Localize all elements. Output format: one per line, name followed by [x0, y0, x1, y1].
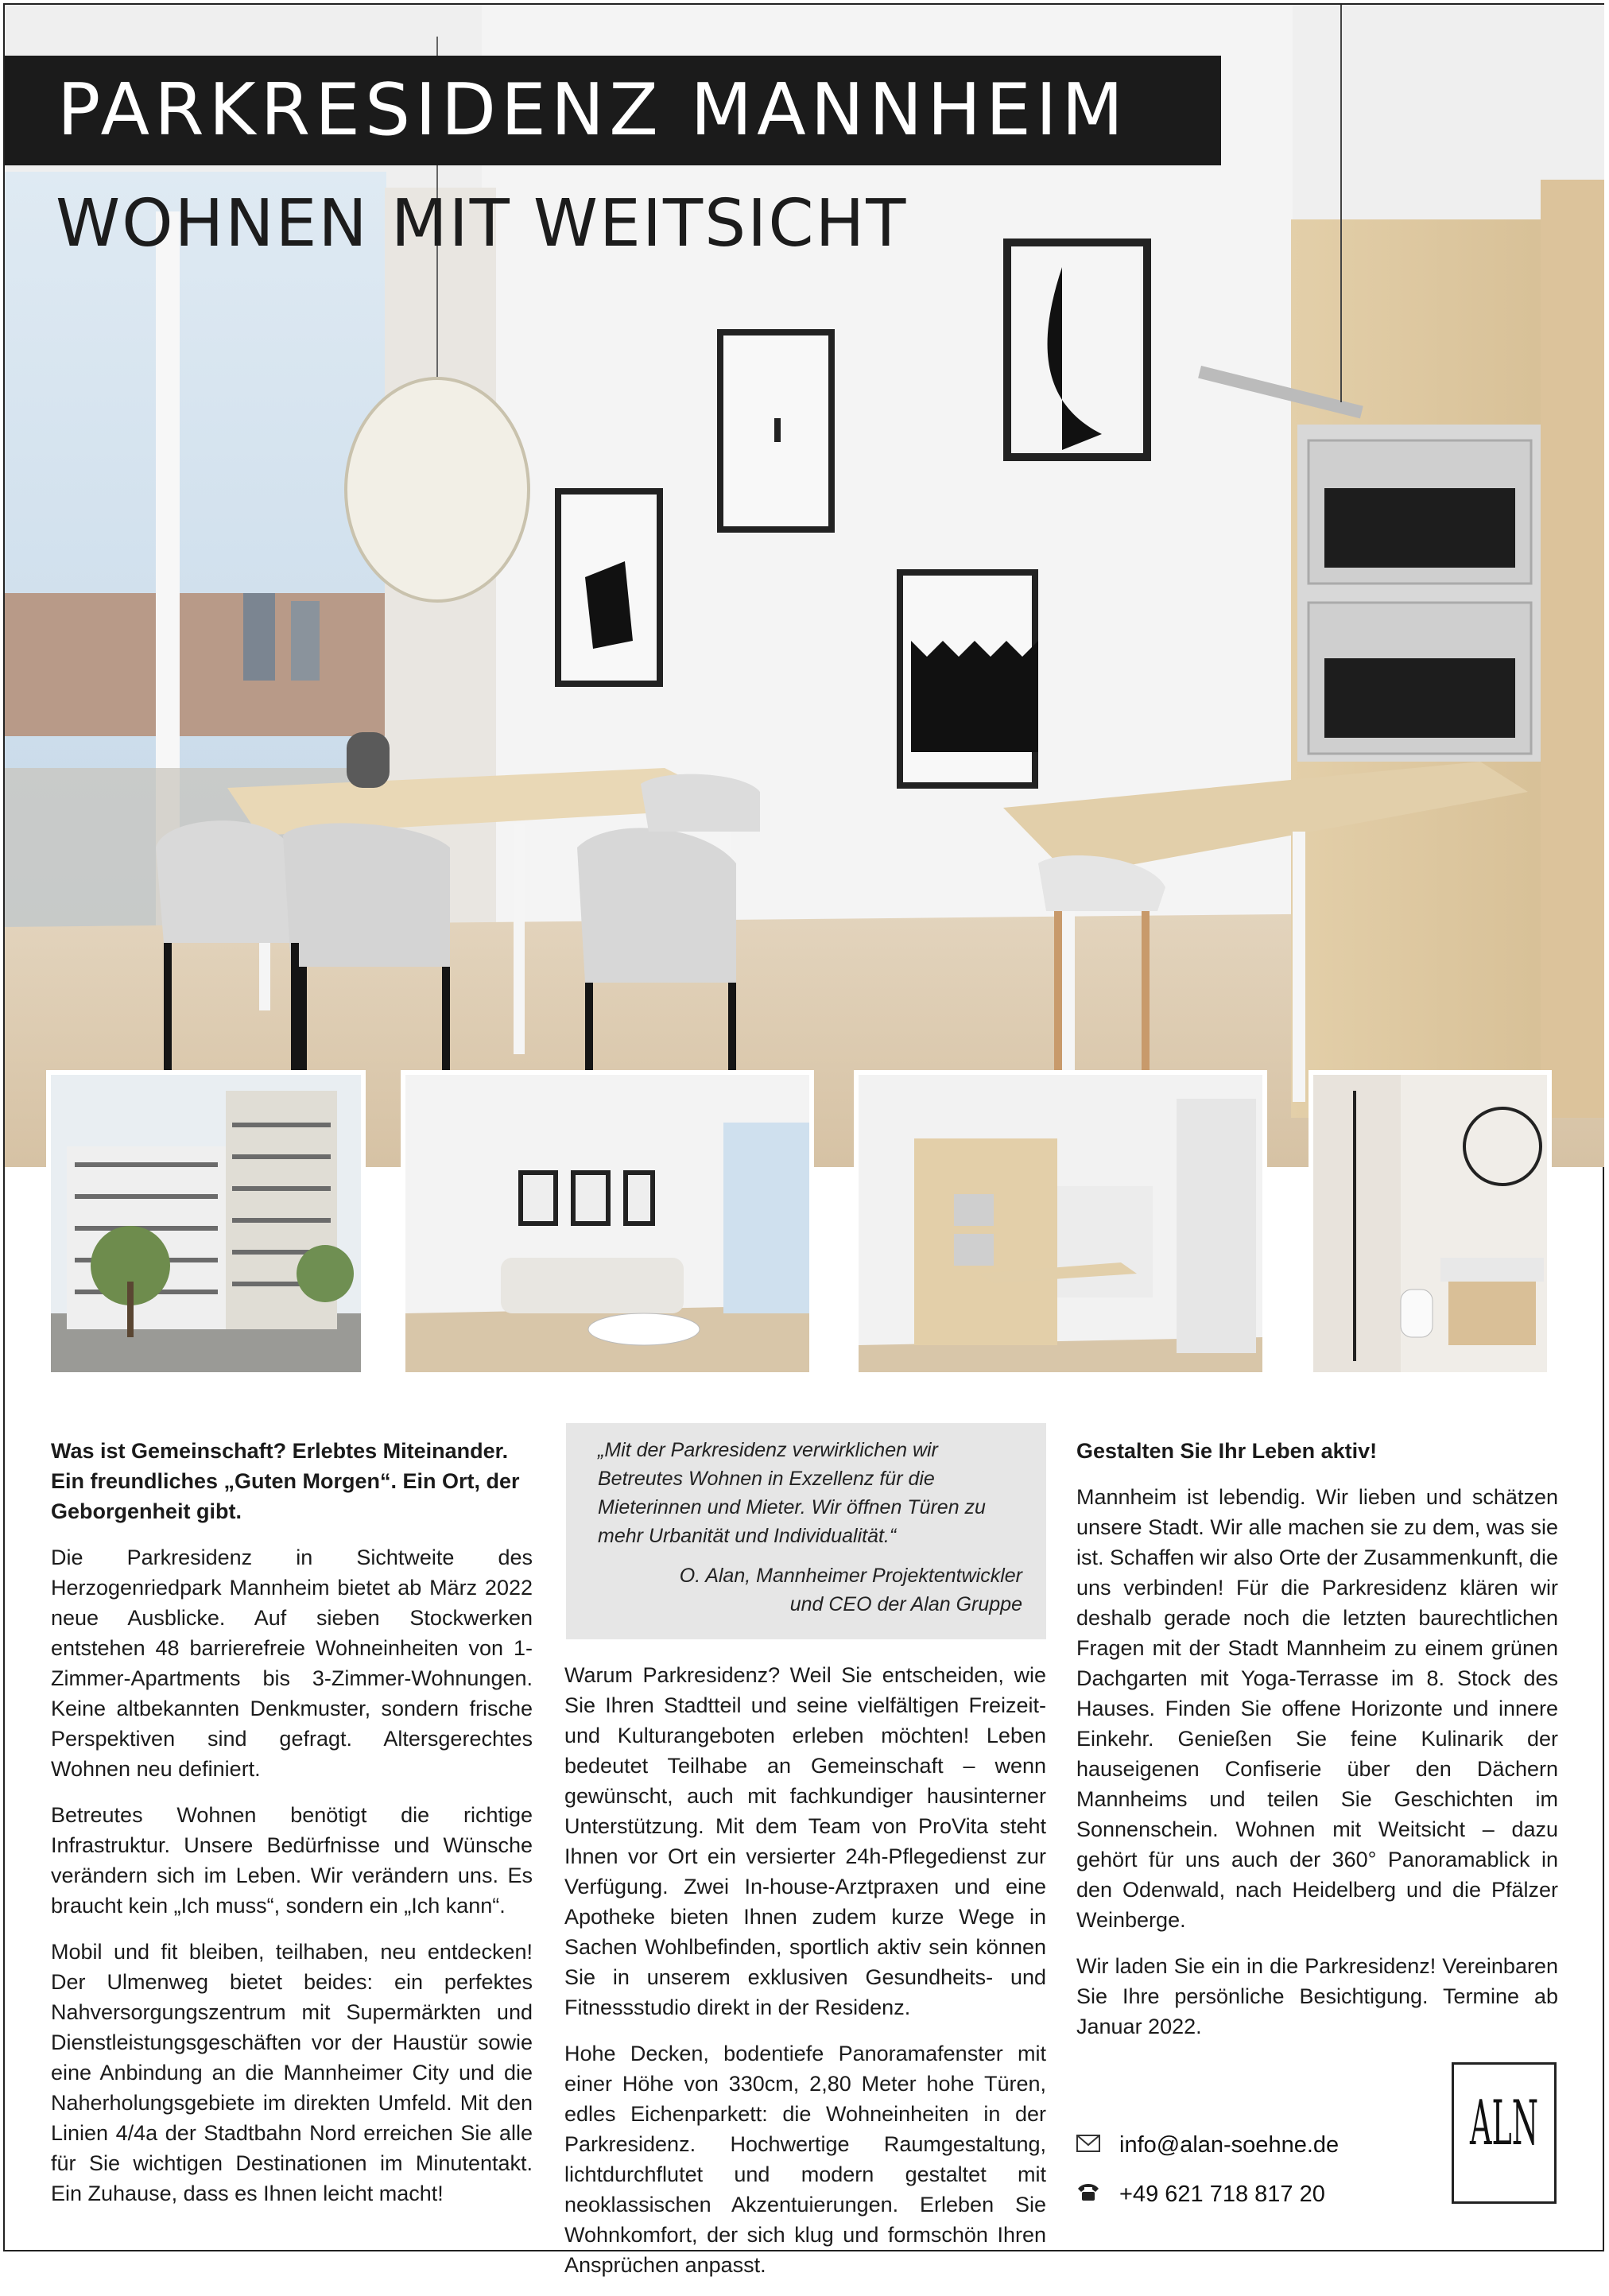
thumbnail-living-room — [401, 1070, 814, 1377]
paragraph: Mobil und fit bleiben, teilhaben, neu entdecken! Der Ulmenweg bietet beides: ein perfektes Nahversorgungszentrum mit Supermärkten und Dienstleistungsgeschäften vor der Haustür sowie eine Anbindung an die Mannheimer City und die Naherholungsgebiete im direkten Umfeld. Mit den Linien 4/4a der Stadtbahn Nord erreichen Sie alle für Sie wichtigen Destinationen im Minutentakt. Ein Zuhause, dass es Ihnen leicht macht! — [51, 1940, 533, 2205]
page-subtitle: WOHNEN MIT WEITSICHT — [56, 186, 908, 262]
hero-image — [5, 5, 1604, 1167]
envelope-icon — [1076, 2132, 1119, 2158]
quote-author-line: und CEO der Alan Gruppe — [789, 1593, 1022, 1615]
company-logo — [1452, 2062, 1557, 2204]
email-link[interactable]: info@alan-soehne.de — [1119, 2132, 1340, 2158]
logo-monogram: ALN — [1469, 2088, 1538, 2159]
phone-number: +49 621 718 817 20 — [1119, 2182, 1325, 2207]
section-heading: Gestalten Sie Ihr Leben aktiv! — [1076, 1439, 1378, 1463]
quote-author — [598, 1561, 1022, 1619]
paragraph: Die Parkresidenz in Sichtweite des Herzogenriedpark Mannheim bietet ab März 2022 neue Ausblicke. Auf sieben Stockwerken entstehen 48 barrierefreie Wohneinheiten von 1-Zimmer-Apartments bis 3-Zimmer-Wohnungen. Keine altbekannten Denkmuster, sondern frische Perspektiven sind gefragt. Altersgerechtes Wohnen neu definiert. — [51, 1546, 533, 1781]
paragraph: Wir laden Sie ein in die Parkresidenz! Vereinbaren Sie Ihre persönliche Besichtigung. Termine ab Januar 2022. — [1076, 1954, 1558, 2038]
contact-email — [1076, 2132, 1339, 2158]
contact-phone — [1076, 2182, 1325, 2208]
column-right — [1076, 1436, 1558, 2057]
paragraph: Mannheim ist lebendig. Wir lieben und schätzen unsere Stadt. Wir alle machen sie zu dem, was sie ist. Schaffen wir also Orte der Zusammenkunft, die uns verbinden! Für die Parkresidenz klären wir deshalb gerade noch die letzten baurechtlichen Fragen mit der Stadt Mannheim zu einem grünen Dachgarten mit Yoga-Terrasse im 8. Stock des Hauses. Finden Sie offene Horizonte und innere Einkehr. Genießen Sie feine Kulinarik der hauseigenen Confiserie über den Dächern Mannheims und teilen Sie Geschichten im Sonnenschein. Wohnen mit Weitsicht – dazu gehört für uns auch der 360° Panoramablick in den Odenwald, nach Heidelberg und die Pfälzer Weinberge. — [1076, 1485, 1558, 1932]
column-left — [51, 1436, 533, 2224]
paragraph: Warum Parkresidenz? Weil Sie entscheiden, wie Sie Ihren Stadtteil und seine vielfältigen Freizeit- und Kulturangeboten erleben möchten! Leben bedeutet Teilhabe an Gemeinschaft – wenn gewünscht, auch mit fachkundiger hausinterner Unterstützung. Mit dem Team von ProVita steht Ihnen vor Ort ein versierter 24h-Pflegedienst zur Verfügung. Zwei In-house-Arztpraxen und eine Apotheke bieten Ihnen zudem kurze Wege in Sachen Wohlbefinden, sportlich aktiv sein können Sie in unserem exklusiven Gesundheits- und Fitnessstudio direkt in der Residenz. — [564, 1663, 1046, 2019]
column-middle — [564, 1660, 1046, 2296]
thumbnail-bathroom — [1309, 1070, 1552, 1377]
paragraph: Betreutes Wohnen benötigt die richtige Infrastruktur. Unsere Bedürfnisse und Wünsche verändern sich im Leben. Wir verändern uns. Es braucht kein „Ich muss“, sondern ein „Ich kann“. — [51, 1803, 533, 1918]
quote-text: „Mit der Parkresidenz verwirklichen wir Betreutes Wohnen in Exzellenz für die Mieterinnen und Mieter. Wir öffnen Türen zu mehr Urbanität und Individualität.“ — [598, 1439, 986, 1547]
quote-author-line: O. Alan, Mannheimer Projektentwickler — [679, 1565, 1022, 1587]
paragraph: Hohe Decken, bodentiefe Panoramafenster mit einer Höhe von 330cm, 2,80 Meter hohe Türen, edles Eichenparkett: die Wohneinheiten in der Parkresidenz. Hochwertige Raumgestaltung, lichtdurchflutet und modern gestaltet mit neoklassischen Akzentuierungen. Erleben Sie Wohnkomfort, der sich klug und formschön Ihren Ansprüchen anpasst. — [564, 2042, 1046, 2277]
thumbnail-kitchen — [854, 1070, 1267, 1377]
lead-paragraph: Was ist Gemeinschaft? Erlebtes Miteinander. Ein freundliches „Guten Morgen“. Ein Ort, der Geborgenheit gibt. — [51, 1439, 520, 1523]
telephone-icon — [1076, 2182, 1119, 2208]
quote-box — [566, 1423, 1046, 1639]
page-title: PARKRESIDENZ MANNHEIM — [57, 68, 1129, 152]
thumbnail-building-exterior — [46, 1070, 366, 1377]
